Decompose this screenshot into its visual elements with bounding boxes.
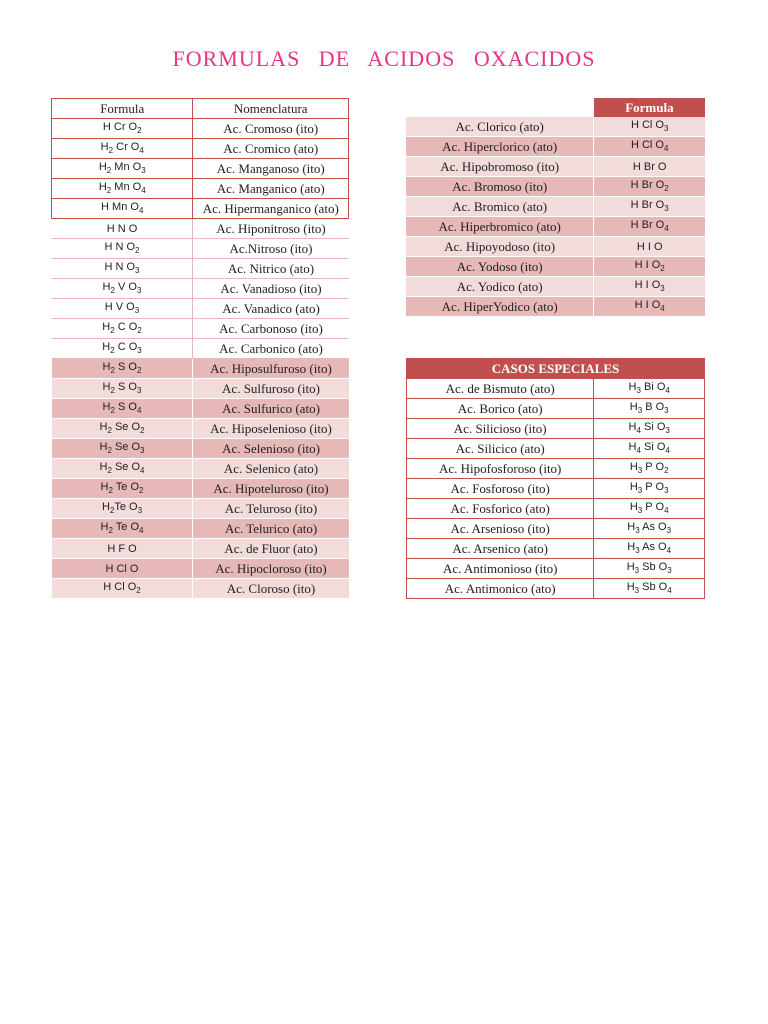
formula-cell [594, 237, 705, 257]
formula-text: Bi O [640, 381, 666, 394]
nomenclature-cell: Ac. Sulfuroso (ito) [193, 379, 349, 399]
nomenclature-cell: Ac. Clorico (ato) [406, 117, 594, 137]
formula-subscript: 3 [134, 306, 140, 316]
nomenclature-cell: Ac. Cromico (ato) [193, 139, 349, 159]
formula-cell [594, 479, 705, 499]
formula-text: H [102, 281, 111, 294]
formula-text: H Br O [632, 160, 667, 173]
formula-text: H [98, 181, 107, 194]
nomenclature-cell: Ac. Hipocloroso (ito) [193, 559, 349, 579]
formula-text: H Br O [630, 219, 665, 232]
formula-subscript: 3 [637, 506, 643, 516]
formula-text: H [99, 441, 108, 454]
formula-subscript: 4 [140, 466, 145, 476]
formula-text: S O [114, 381, 137, 394]
nomenclature-cell: Ac. Manganico (ato) [193, 179, 349, 199]
formula-subscript: 2 [107, 466, 112, 476]
table-row [52, 399, 349, 419]
nomenclature-cell: Ac. Antimonico (ato) [407, 579, 594, 599]
formula-subscript: 3 [634, 586, 640, 596]
formula-cell [594, 419, 705, 439]
formula-text: Cr O [113, 141, 140, 154]
formula-text: H [102, 381, 111, 394]
formula-subscript: 3 [664, 204, 669, 214]
formula-subscript: 4 [636, 426, 641, 436]
formula-subscript: 2 [136, 366, 142, 376]
table-row [407, 539, 705, 559]
formula-subscript: 3 [666, 526, 672, 536]
formula-text: S O [114, 361, 137, 374]
formula-subscript: 2 [106, 166, 112, 176]
nomenclature-cell: Ac. Silicico (ato) [407, 439, 594, 459]
formula-subscript: 3 [635, 546, 640, 556]
formula-text: Te O [112, 521, 139, 534]
nomenclature-cell: Ac.Nitroso (ito) [193, 239, 349, 259]
table-row [52, 579, 349, 599]
table-row [52, 479, 349, 499]
formula-text: Sb O [639, 581, 668, 594]
formula-subscript: 2 [110, 286, 115, 296]
nomenclature-cell: Ac. Hipoteluroso (ito) [193, 479, 349, 499]
nomenclature-cell: Ac. Hiposelenioso (ito) [193, 419, 349, 439]
formula-cell [594, 379, 705, 399]
formula-subscript: 4 [141, 186, 146, 196]
nomenclature-cell: Ac. Yodoso (ito) [406, 257, 594, 277]
table-row [52, 439, 349, 459]
formula-cell [594, 197, 705, 217]
formula-subscript: 4 [665, 446, 670, 456]
table-row [52, 519, 349, 539]
formula-subscript: 4 [138, 206, 144, 216]
formula-text: S O [114, 401, 137, 414]
formula-text: H Cl O [103, 581, 137, 594]
formula-cell [52, 559, 193, 579]
table-row [406, 137, 705, 157]
formula-cell [52, 259, 193, 279]
formula-text: H I O [634, 299, 661, 312]
formula-text: C O [114, 321, 138, 334]
formula-text: H [627, 541, 636, 554]
nomenclature-cell: Ac. Antimonioso (ito) [407, 559, 594, 579]
nomenclature-cell: Ac. Manganoso (ito) [193, 159, 349, 179]
formula-cell [594, 399, 705, 419]
formula-cell [52, 439, 193, 459]
formula-subscript: 2 [108, 146, 114, 156]
formula-subscript: 2 [110, 386, 115, 396]
formula-cell [52, 579, 193, 599]
nomenclature-cell: Ac. Hipofosforoso (ito) [407, 459, 594, 479]
formula-text: H Cl O [630, 119, 664, 132]
formula-subscript: 3 [663, 124, 669, 134]
formula-text: H [98, 161, 107, 174]
formula-cell [594, 257, 705, 277]
formula-subscript: 2 [110, 366, 115, 376]
formula-text: As O [639, 521, 667, 534]
formula-cell [52, 539, 193, 559]
formula-cell [594, 579, 705, 599]
formula-cell [52, 279, 193, 299]
nomenclature-cell: Ac. Hiponitroso (ito) [193, 219, 349, 239]
formula-subscript: 4 [136, 406, 142, 416]
column-header-nomenclature: Nomenclatura [193, 99, 349, 119]
formula-cell [594, 177, 705, 197]
formula-subscript: 3 [136, 386, 142, 396]
formula-subscript: 2 [110, 326, 115, 336]
formula-text: H [626, 581, 635, 594]
table-row [52, 199, 349, 219]
formula-subscript: 3 [665, 426, 670, 436]
formula-text: H I O [634, 279, 661, 292]
table-row [52, 339, 349, 359]
nomenclature-cell: Ac. Carbonoso (ito) [193, 319, 349, 339]
formula-text: H [629, 481, 638, 494]
nomenclature-cell: Ac. Hiposulfuroso (ito) [193, 359, 349, 379]
formula-text: H [628, 421, 637, 434]
table-header-row [52, 99, 349, 119]
formula-subscript: 3 [137, 506, 143, 516]
table-row [407, 379, 705, 399]
formula-cell [52, 499, 193, 519]
nomenclature-cell: Ac. de Bismuto (ato) [407, 379, 594, 399]
table-row [52, 539, 349, 559]
formula-cell [594, 559, 705, 579]
table-row [406, 217, 705, 237]
table-row [52, 319, 349, 339]
formula-text: As O [639, 541, 667, 554]
formula-subscript: 3 [137, 346, 142, 356]
formula-text: H Cl O [630, 139, 664, 152]
formula-subscript: 4 [660, 304, 665, 314]
formula-text: P O [642, 501, 665, 514]
formula-subscript: 3 [660, 284, 665, 294]
formula-cell [594, 297, 705, 317]
formula-subscript: 3 [664, 486, 669, 496]
formula-cell [594, 539, 705, 559]
formula-text: Si O [640, 421, 666, 434]
nomenclature-cell: Ac. Hipermanganico (ato) [193, 199, 349, 219]
table-row [406, 197, 705, 217]
formula-subscript: 4 [665, 386, 670, 396]
nomenclature-cell: Ac. Selenico (ato) [193, 459, 349, 479]
table-row [52, 219, 349, 239]
formula-cell [594, 439, 705, 459]
formula-text: H [626, 561, 635, 574]
formula-cell [52, 199, 193, 219]
formula-text: H [99, 421, 108, 434]
formula-subscript: 2 [109, 506, 115, 516]
formula-cell [594, 519, 705, 539]
formula-text: H V O [104, 301, 135, 314]
table-row [52, 119, 349, 139]
formula-text: H Br O [630, 199, 665, 212]
formula-cell [594, 157, 705, 177]
nomenclature-cell: Ac. Bromico (ato) [406, 197, 594, 217]
table-row [407, 519, 705, 539]
table-row [407, 419, 705, 439]
nomenclature-cell: Ac. Carbonico (ato) [193, 339, 349, 359]
formula-text: H [101, 501, 110, 514]
table-row [52, 559, 349, 579]
nomenclature-cell: Ac. Bromoso (ito) [406, 177, 594, 197]
nomenclature-cell: Ac. Telurico (ato) [193, 519, 349, 539]
formula-subscript: 4 [664, 506, 669, 516]
formula-text: C O [114, 341, 138, 354]
table-row [407, 579, 705, 599]
nomenclature-cell: Ac. Selenioso (ito) [193, 439, 349, 459]
table-row [407, 559, 705, 579]
formula-text: H [100, 521, 109, 534]
formula-text: Mn O [111, 161, 142, 174]
formula-text: H N O [104, 261, 136, 274]
formula-text: H N O [104, 241, 136, 254]
table-row [406, 277, 705, 297]
nomenclature-cell: Ac. Teluroso (ito) [193, 499, 349, 519]
formula-cell [594, 137, 705, 157]
formula-text: H Br O [630, 179, 665, 192]
formula-subscript: 2 [660, 264, 665, 274]
table-row [52, 419, 349, 439]
formula-subscript: 3 [635, 526, 640, 536]
formula-text: Si O [640, 441, 666, 454]
nomenclature-cell: Ac. Cromoso (ito) [193, 119, 349, 139]
table-row [52, 159, 349, 179]
formula-subscript: 3 [634, 566, 640, 576]
table-row [406, 297, 705, 317]
table-row [52, 139, 349, 159]
formula-cell [52, 219, 193, 239]
formula-subscript: 2 [664, 466, 669, 476]
formula-cell [52, 179, 193, 199]
nomenclature-cell: Ac. Arsenioso (ito) [407, 519, 594, 539]
formula-text: Se O [111, 441, 141, 454]
formula-cell [594, 277, 705, 297]
table-row [406, 177, 705, 197]
formula-cell [594, 499, 705, 519]
formula-text: H [102, 361, 111, 374]
table-row [406, 237, 705, 257]
formula-cell [52, 359, 193, 379]
formula-cell [52, 379, 193, 399]
table-row [52, 279, 349, 299]
table-row [407, 399, 705, 419]
formula-cell [52, 399, 193, 419]
nomenclature-cell: Ac. Fosforico (ato) [407, 499, 594, 519]
formula-text: Te O [112, 481, 139, 494]
nomenclature-cell: Ac. Arsenico (ato) [407, 539, 594, 559]
formula-subscript: 2 [108, 486, 113, 496]
formula-text: Mn O [111, 181, 142, 194]
formula-text: Te O [114, 501, 138, 514]
formula-subscript: 2 [110, 346, 115, 356]
formula-subscript: 2 [137, 126, 142, 136]
table-row [406, 257, 705, 277]
nomenclature-cell: Ac. Yodico (ato) [406, 277, 594, 297]
formula-subscript: 3 [637, 406, 643, 416]
formula-text: B O [642, 401, 665, 414]
nomenclature-cell: Ac. de Fluor (ato) [193, 539, 349, 559]
formula-subscript: 4 [663, 144, 669, 154]
formula-text: H I O [636, 240, 663, 253]
formula-subscript: 4 [139, 146, 144, 156]
formula-subscript: 3 [667, 566, 672, 576]
formula-subscript: 2 [107, 426, 112, 436]
formula-text: H Cl O [105, 562, 139, 575]
formula-text: H [629, 501, 638, 514]
formula-cell [52, 479, 193, 499]
formula-cell [594, 217, 705, 237]
table-row [52, 239, 349, 259]
formula-text: H Cr O [102, 121, 138, 134]
table-row [52, 459, 349, 479]
formula-cell [52, 119, 193, 139]
formula-text: Se O [111, 421, 141, 434]
formula-text: H [102, 321, 111, 334]
table-row [52, 379, 349, 399]
formula-text: H Mn O [101, 201, 139, 214]
formula-subscript: 3 [136, 286, 142, 296]
nomenclature-cell: Ac. Hipoyodoso (ito) [406, 237, 594, 257]
nomenclature-cell: Ac. Nitrico (ato) [193, 259, 349, 279]
left-acids-table [51, 98, 349, 599]
special-cases-table [406, 358, 705, 599]
formula-text: P O [642, 481, 665, 494]
nomenclature-cell: Ac. HiperYodico (ato) [406, 297, 594, 317]
formula-subscript: 2 [135, 246, 140, 256]
formula-text: H I O [634, 259, 661, 272]
table-row [52, 179, 349, 199]
formula-text: H [102, 401, 111, 414]
page-title: FORMULAS DE ACIDOS OXACIDOS [172, 46, 596, 71]
formula-cell [52, 459, 193, 479]
formula-cell [52, 159, 193, 179]
blank-header-cell [406, 98, 594, 117]
halogen-acids-table [406, 98, 705, 317]
nomenclature-cell: Ac. Vanadico (ato) [193, 299, 349, 319]
formula-subscript: 4 [667, 586, 672, 596]
nomenclature-cell: Ac. Hipobromoso (ito) [406, 157, 594, 177]
formula-subscript: 4 [636, 446, 641, 456]
formula-text: H [99, 461, 108, 474]
formula-cell [52, 339, 193, 359]
table-row [52, 259, 349, 279]
nomenclature-cell: Ac. Vanadioso (ito) [193, 279, 349, 299]
table-row [407, 459, 705, 479]
nomenclature-cell: Ac. Hiperbromico (ato) [406, 217, 594, 237]
formula-cell [52, 139, 193, 159]
formula-subscript: 3 [141, 166, 146, 176]
table-header-row [407, 359, 705, 379]
formula-subscript: 4 [666, 546, 672, 556]
nomenclature-cell: Ac. Sulfurico (ato) [193, 399, 349, 419]
formula-text: H [628, 441, 637, 454]
formula-subscript: 3 [664, 406, 669, 416]
formula-cell [52, 319, 193, 339]
formula-text: H F O [107, 542, 137, 555]
formula-subscript: 3 [637, 466, 643, 476]
formula-text: H [100, 141, 109, 154]
formula-subscript: 2 [664, 184, 669, 194]
table-row [407, 439, 705, 459]
table-row [52, 359, 349, 379]
formula-subscript: 3 [637, 486, 643, 496]
table-row [52, 299, 349, 319]
column-header-formula: Formula [594, 98, 705, 117]
formula-cell [52, 239, 193, 259]
formula-subscript: 4 [139, 526, 144, 536]
formula-subscript: 2 [137, 326, 142, 336]
formula-subscript: 3 [135, 266, 140, 276]
formula-subscript: 2 [139, 486, 144, 496]
nomenclature-cell: Ac. Borico (ato) [407, 399, 594, 419]
formula-text: H N O [106, 222, 138, 235]
table-row [406, 117, 705, 137]
table-row [407, 479, 705, 499]
nomenclature-cell: Ac. Cloroso (ito) [193, 579, 349, 599]
nomenclature-cell: Ac. Hiperclorico (ato) [406, 137, 594, 157]
formula-text: Sb O [639, 561, 668, 574]
formula-text: P O [642, 461, 665, 474]
table-row [406, 157, 705, 177]
nomenclature-cell: Ac. Silicioso (ito) [407, 419, 594, 439]
formula-cell [52, 519, 193, 539]
formula-text: H [629, 461, 638, 474]
formula-subscript: 2 [108, 526, 113, 536]
formula-subscript: 3 [636, 386, 641, 396]
formula-cell [594, 459, 705, 479]
formula-subscript: 2 [136, 586, 141, 596]
formula-text: H [100, 481, 109, 494]
formula-text: H [628, 381, 637, 394]
formula-cell [52, 299, 193, 319]
formula-subscript: 2 [107, 446, 112, 456]
table-header-row [406, 98, 705, 117]
formula-text: H [102, 341, 111, 354]
formula-subscript: 2 [140, 426, 145, 436]
formula-subscript: 2 [106, 186, 112, 196]
table-row [52, 499, 349, 519]
formula-text: Se O [111, 461, 141, 474]
table-row [407, 499, 705, 519]
formula-subscript: 3 [140, 446, 145, 456]
formula-cell [594, 117, 705, 137]
column-header-formula: Formula [52, 99, 193, 119]
formula-subscript: 4 [664, 224, 669, 234]
nomenclature-cell: Ac. Fosforoso (ito) [407, 479, 594, 499]
formula-text: V O [114, 281, 137, 294]
formula-text: H [629, 401, 638, 414]
special-cases-header: CASOS ESPECIALES [407, 359, 705, 379]
formula-subscript: 2 [110, 406, 115, 416]
formula-cell [52, 419, 193, 439]
formula-text: H [627, 521, 636, 534]
